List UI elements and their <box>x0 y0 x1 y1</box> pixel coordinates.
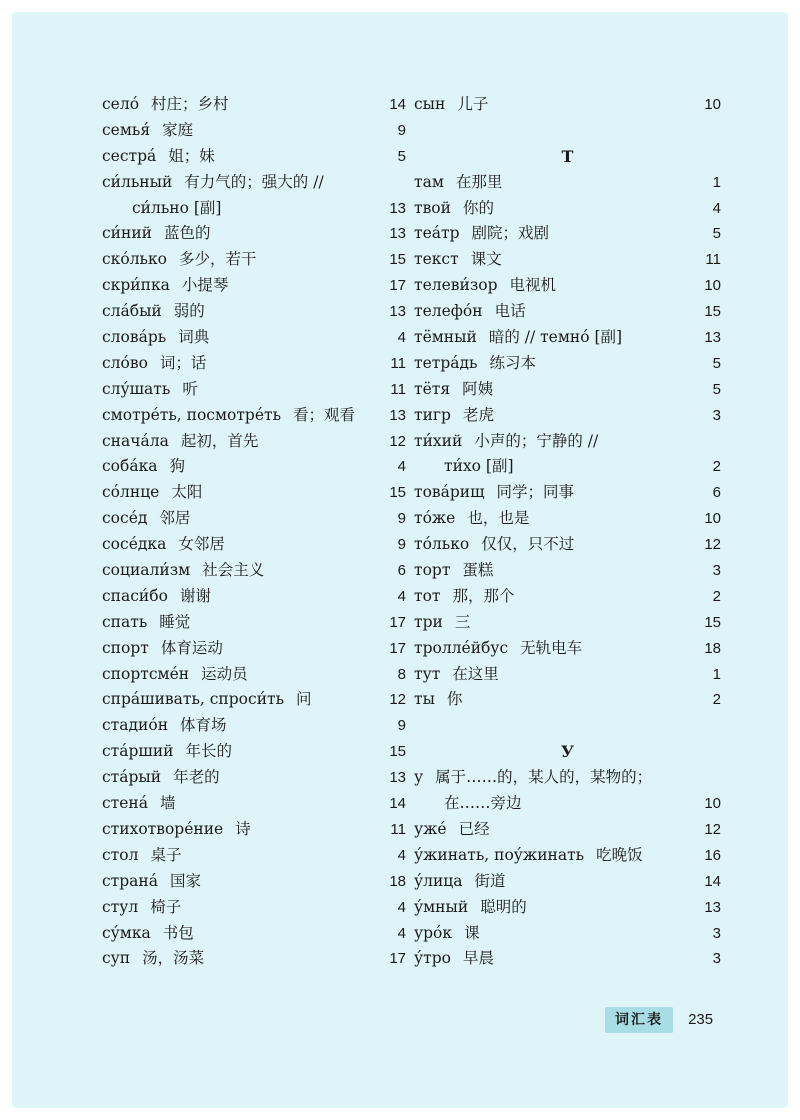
entry-definition: 已经 <box>458 819 490 838</box>
right-column <box>414 92 721 972</box>
entry-term: теа́тр <box>414 224 460 243</box>
entry-lesson-number: 6 <box>712 484 721 502</box>
vocab-entry <box>102 687 406 713</box>
vocab-entry <box>414 429 721 455</box>
entry-definition: 电话 <box>494 302 526 321</box>
entry-term: стена́ <box>102 794 149 813</box>
page-number: 235 <box>688 1011 714 1028</box>
vocab-entry <box>102 765 406 791</box>
vocab-entry <box>102 377 406 403</box>
vocab-entry <box>102 713 406 739</box>
entry-lesson-number: 17 <box>389 277 406 295</box>
entry-definition: 诗 <box>235 819 251 838</box>
entry-definition: 太阳 <box>171 483 203 502</box>
entry-lesson-number: 13 <box>389 769 406 787</box>
entry-term: у́мный <box>414 897 469 916</box>
entry-definition: 剧院；戏剧 <box>471 224 550 243</box>
entry-definition: 墙 <box>160 794 176 813</box>
entry-lesson-number: 17 <box>389 639 406 657</box>
vocab-entry <box>414 170 721 196</box>
entry-lesson-number: 3 <box>712 924 721 942</box>
entry-term: у́лица <box>414 871 463 890</box>
entry-lesson-number: 3 <box>712 950 721 968</box>
entry-term: суп <box>102 949 131 968</box>
entry-term: си́ний <box>102 224 153 243</box>
entry-definition: 三 <box>454 612 471 631</box>
entry-lesson-number: 15 <box>389 743 406 761</box>
entry-definition: 练习本 <box>489 353 536 372</box>
entry-definition: 早晨 <box>462 949 494 968</box>
entry-term: у́жинать, поу́жинать <box>414 845 585 864</box>
vocab-entry <box>102 454 406 480</box>
entry-lesson-number: 13 <box>704 898 721 916</box>
entry-definition: 在……旁边 <box>444 794 522 813</box>
vocab-entry <box>102 946 406 972</box>
entry-lesson-number: 6 <box>397 562 406 580</box>
entry-term: то́лько <box>414 535 470 554</box>
vocab-entry <box>414 895 721 921</box>
entry-term: сосе́дка <box>102 535 167 554</box>
entry-lesson-number: 3 <box>712 562 721 580</box>
vocab-entry <box>102 843 406 869</box>
entry-definition: 谢谢 <box>179 586 211 605</box>
entry-term: семья́ <box>102 120 151 139</box>
entry-lesson-number: 4 <box>397 846 406 864</box>
entry-term: то́же <box>414 509 456 528</box>
entry-term: ты <box>414 690 435 709</box>
entry-definition: 无轨电车 <box>520 638 583 657</box>
entry-term: тётя <box>414 379 451 398</box>
entry-definition: 听 <box>182 379 198 398</box>
entry-lesson-number: 11 <box>390 380 406 398</box>
entry-definition: 邻居 <box>159 509 191 528</box>
entry-definition: 街道 <box>474 871 506 890</box>
entry-lesson-number: 16 <box>704 846 721 864</box>
vocab-entry <box>414 247 721 273</box>
vocab-entry <box>414 92 721 118</box>
vocab-entry <box>102 636 406 662</box>
vocab-entry <box>414 636 721 662</box>
vocab-entry <box>414 662 721 688</box>
entry-lesson-number: 2 <box>712 691 721 709</box>
vocab-entry <box>414 869 721 895</box>
entry-lesson-number: 9 <box>397 121 406 139</box>
entry-definition: 课文 <box>470 250 502 269</box>
entry-term: сестра́ <box>102 146 157 165</box>
entry-definition: 暗的 // темно́ [副] <box>488 328 623 347</box>
entry-definition: 村庄；乡村 <box>151 95 229 113</box>
entry-definition: 社会主义 <box>202 561 265 580</box>
entry-definition: 有力气的；强大的 // <box>184 172 324 191</box>
entry-lesson-number: 12 <box>389 432 406 450</box>
entry-term: стол <box>102 845 139 864</box>
section-heading-u: У <box>561 742 574 762</box>
entry-lesson-number: 4 <box>712 199 721 217</box>
vocab-entry <box>414 843 721 869</box>
vocab-entry <box>414 584 721 610</box>
entry-term: смотре́ть, посмотре́ть <box>102 405 282 424</box>
entry-term: сла́бый <box>102 302 162 321</box>
entry-term: сосе́д <box>102 509 148 528</box>
entry-lesson-number: 14 <box>389 96 406 113</box>
entry-lesson-number: 17 <box>389 950 406 968</box>
vocab-entry <box>102 791 406 817</box>
entry-definition: 小提琴 <box>181 276 229 295</box>
entry-term: ста́рый <box>102 768 162 787</box>
entry-lesson-number: 18 <box>704 639 721 657</box>
vocab-entry <box>414 299 721 325</box>
entry-term: ти́хий <box>414 431 463 450</box>
vocab-entry <box>102 351 406 377</box>
vocab-entry <box>102 403 406 429</box>
entry-lesson-number: 9 <box>397 536 406 554</box>
entry-lesson-number: 15 <box>389 484 406 502</box>
entry-definition: 课 <box>464 923 480 942</box>
entry-term: страна́ <box>102 871 158 890</box>
vocab-entry <box>414 325 721 351</box>
vocab-entry <box>102 739 406 765</box>
entry-lesson-number: 4 <box>397 924 406 942</box>
entry-term: у́тро <box>414 949 451 968</box>
entry-lesson-number: 15 <box>704 613 721 631</box>
vocab-entry <box>102 817 406 843</box>
entry-lesson-number: 2 <box>712 458 721 476</box>
vocab-entry <box>414 506 721 532</box>
entry-definition: 阿姨 <box>462 379 494 398</box>
entry-lesson-number: 4 <box>397 458 406 476</box>
entry-definition: 蛋糕 <box>462 561 494 580</box>
vocab-entry <box>414 196 721 222</box>
entry-term: стихотворе́ние <box>102 819 224 838</box>
vocab-entry <box>414 480 721 506</box>
entry-definition: 电视机 <box>509 276 557 295</box>
entry-term: уже́ <box>414 819 447 838</box>
vocab-entry <box>102 299 406 325</box>
entry-definition: 属于……的，某人的，某物的； <box>435 768 653 787</box>
entry-term: телефо́н <box>414 302 483 321</box>
vocab-entry <box>414 377 721 403</box>
entry-term: сын <box>414 95 446 113</box>
vocab-entry <box>102 221 406 247</box>
vocab-entry <box>102 662 406 688</box>
entry-lesson-number: 14 <box>704 872 721 890</box>
entry-definition: 你 <box>446 690 463 709</box>
entry-definition: 书包 <box>162 923 194 942</box>
entry-term: спаси́бо <box>102 586 168 605</box>
vocab-entry <box>102 325 406 351</box>
vocab-entry <box>102 273 406 299</box>
vocab-entry <box>102 506 406 532</box>
entry-lesson-number: 5 <box>712 225 721 243</box>
vocab-entry <box>414 817 721 843</box>
entry-definition: 桌子 <box>150 845 182 864</box>
entry-lesson-number: 10 <box>704 96 721 113</box>
entry-lesson-number: 13 <box>389 406 406 424</box>
entry-term: слу́шать <box>102 379 171 398</box>
entry-term: тут <box>414 664 441 683</box>
entry-definition: 同学；同事 <box>496 483 575 502</box>
vocab-entry <box>414 454 721 480</box>
vocab-entry <box>414 610 721 636</box>
entry-lesson-number: 15 <box>704 303 721 321</box>
vocab-entry <box>102 92 406 118</box>
entry-definition: 女邻居 <box>178 535 225 554</box>
vocab-entry <box>414 351 721 377</box>
entry-lesson-number: 12 <box>704 820 721 838</box>
vocab-entry <box>414 273 721 299</box>
entry-term: снача́ла <box>102 431 169 450</box>
entry-definition: 蓝色的 <box>164 224 211 243</box>
entry-definition: 词典 <box>178 328 210 347</box>
vocab-entry <box>102 610 406 636</box>
entry-lesson-number: 12 <box>389 691 406 709</box>
entry-definition: 词；话 <box>159 353 207 372</box>
vocab-entry <box>414 403 721 429</box>
section-gap <box>414 118 721 144</box>
entry-lesson-number: 14 <box>389 795 406 813</box>
entry-lesson-number: 1 <box>712 173 721 191</box>
entry-lesson-number: 9 <box>397 717 406 735</box>
vocab-entry <box>102 196 406 222</box>
entry-definition: 体育场 <box>180 716 227 735</box>
entry-term: сло́во <box>102 353 148 372</box>
entry-definition: 吃晚饭 <box>596 845 643 864</box>
entry-definition: 椅子 <box>150 897 182 916</box>
entry-term: спорт <box>102 638 149 657</box>
entry-lesson-number: 10 <box>704 510 721 528</box>
entry-term: това́рищ <box>414 483 485 502</box>
entry-lesson-number: 5 <box>397 147 406 165</box>
entry-term: спра́шивать, спроси́ть <box>102 690 285 709</box>
entry-term: слова́рь <box>102 328 167 347</box>
entry-term: социали́зм <box>102 561 191 580</box>
entry-term: соба́ка <box>102 457 158 476</box>
entry-term: спать <box>102 612 148 631</box>
vocab-entry <box>102 144 406 170</box>
vocab-entry <box>102 170 406 196</box>
entry-lesson-number: 17 <box>389 613 406 631</box>
entry-lesson-number: 11 <box>390 820 406 838</box>
entry-definition: 问 <box>296 690 312 709</box>
entry-lesson-number: 5 <box>712 380 721 398</box>
vocab-entry <box>102 480 406 506</box>
vocab-entry <box>414 558 721 584</box>
vocab-entry <box>414 946 721 972</box>
entry-definition: 小声的；宁静的 // <box>474 431 599 450</box>
entry-term: спортсме́н <box>102 664 190 683</box>
vocab-entry <box>414 921 721 947</box>
vocab-entry <box>102 532 406 558</box>
entry-definition: 体育运动 <box>160 638 223 657</box>
entry-lesson-number: 11 <box>390 354 406 372</box>
entry-lesson-number: 5 <box>712 354 721 372</box>
vocab-entry <box>414 687 721 713</box>
entry-term: тетра́дь <box>414 353 478 372</box>
entry-lesson-number: 13 <box>389 225 406 243</box>
entry-lesson-number: 10 <box>704 277 721 295</box>
vocab-entry <box>414 532 721 558</box>
entry-term: ста́рший <box>102 742 174 761</box>
left-column <box>102 92 406 972</box>
vocab-entry <box>414 765 721 791</box>
entry-lesson-number: 12 <box>704 536 721 554</box>
entry-definition: 年老的 <box>173 768 220 787</box>
entry-lesson-number: 4 <box>397 329 406 347</box>
vocab-entry <box>102 921 406 947</box>
entry-term: село́ <box>102 95 140 113</box>
entry-definition: 狗 <box>169 457 186 476</box>
entry-definition: 也，也是 <box>467 509 530 528</box>
entry-definition: 在那里 <box>455 172 503 191</box>
page-footer <box>605 1006 713 1032</box>
entry-lesson-number: 13 <box>389 199 406 217</box>
entry-term: су́мка <box>102 923 151 942</box>
entry-lesson-number: 2 <box>712 587 721 605</box>
entry-definition: 那，那个 <box>452 586 515 605</box>
vocab-entry <box>414 221 721 247</box>
entry-term: скри́пка <box>102 276 170 295</box>
entry-term: ско́лько <box>102 250 168 269</box>
entry-term: си́льно [副] <box>132 198 222 217</box>
entry-definition: 睡觉 <box>159 612 191 631</box>
entry-definition: 你的 <box>462 198 494 217</box>
section-heading-t: Т <box>561 146 574 166</box>
entry-lesson-number: 10 <box>704 795 721 813</box>
entry-definition: 汤，汤菜 <box>142 949 205 968</box>
entry-definition: 运动员 <box>201 664 248 683</box>
entry-lesson-number: 13 <box>389 303 406 321</box>
entry-definition: 姐；妹 <box>168 146 215 165</box>
entry-definition: 弱的 <box>173 302 205 321</box>
entry-term: уро́к <box>414 923 453 942</box>
entry-lesson-number: 13 <box>704 329 721 347</box>
footer-section-label: 词汇表 <box>605 1007 673 1033</box>
entry-definition: 儿子 <box>457 95 489 113</box>
entry-lesson-number: 15 <box>389 251 406 269</box>
section-gap <box>414 713 721 739</box>
vocab-entry <box>102 869 406 895</box>
entry-definition: 看；观看 <box>293 405 356 424</box>
entry-term: там <box>414 172 444 191</box>
entry-lesson-number: 9 <box>397 510 406 528</box>
entry-lesson-number: 4 <box>397 587 406 605</box>
entry-term: текст <box>414 250 459 269</box>
entry-term: у <box>414 768 424 787</box>
vocab-entry <box>102 429 406 455</box>
entry-definition: 老虎 <box>462 405 494 424</box>
entry-lesson-number: 11 <box>705 251 721 269</box>
entry-definition: 聪明的 <box>480 897 527 916</box>
vocab-entry <box>102 118 406 144</box>
vocab-entry <box>102 558 406 584</box>
entry-lesson-number: 1 <box>712 665 721 683</box>
entry-definition: 起初，首先 <box>180 431 259 450</box>
entry-definition: 年长的 <box>185 742 233 761</box>
vocab-entry <box>102 584 406 610</box>
entry-term: тигр <box>414 405 451 424</box>
entry-term: тролле́йбус <box>414 638 509 657</box>
entry-term: стул <box>102 897 139 916</box>
entry-lesson-number: 3 <box>712 406 721 424</box>
entry-term: со́лнце <box>102 483 160 502</box>
entry-term: ти́хо [副] <box>444 457 514 476</box>
entry-term: твой <box>414 198 451 217</box>
entry-term: си́льный <box>102 172 173 191</box>
entry-definition: 多少，若干 <box>179 250 257 269</box>
entry-definition: 在这里 <box>452 664 499 683</box>
entry-lesson-number: 18 <box>389 872 406 890</box>
entry-term: три <box>414 612 443 631</box>
entry-term: тот <box>414 586 441 605</box>
entry-lesson-number: 8 <box>397 665 406 683</box>
entry-term: торт <box>414 561 451 580</box>
entry-term: телеви́зор <box>414 276 498 295</box>
entry-term: стадио́н <box>102 716 169 735</box>
vocab-entry <box>102 895 406 921</box>
entry-definition: 国家 <box>170 871 202 890</box>
entry-term: тёмный <box>414 328 477 347</box>
vocab-entry <box>414 791 721 817</box>
entry-definition: 家庭 <box>162 120 194 139</box>
entry-definition: 仅仅，只不过 <box>481 535 575 554</box>
vocab-entry <box>102 247 406 273</box>
entry-lesson-number: 4 <box>397 898 406 916</box>
